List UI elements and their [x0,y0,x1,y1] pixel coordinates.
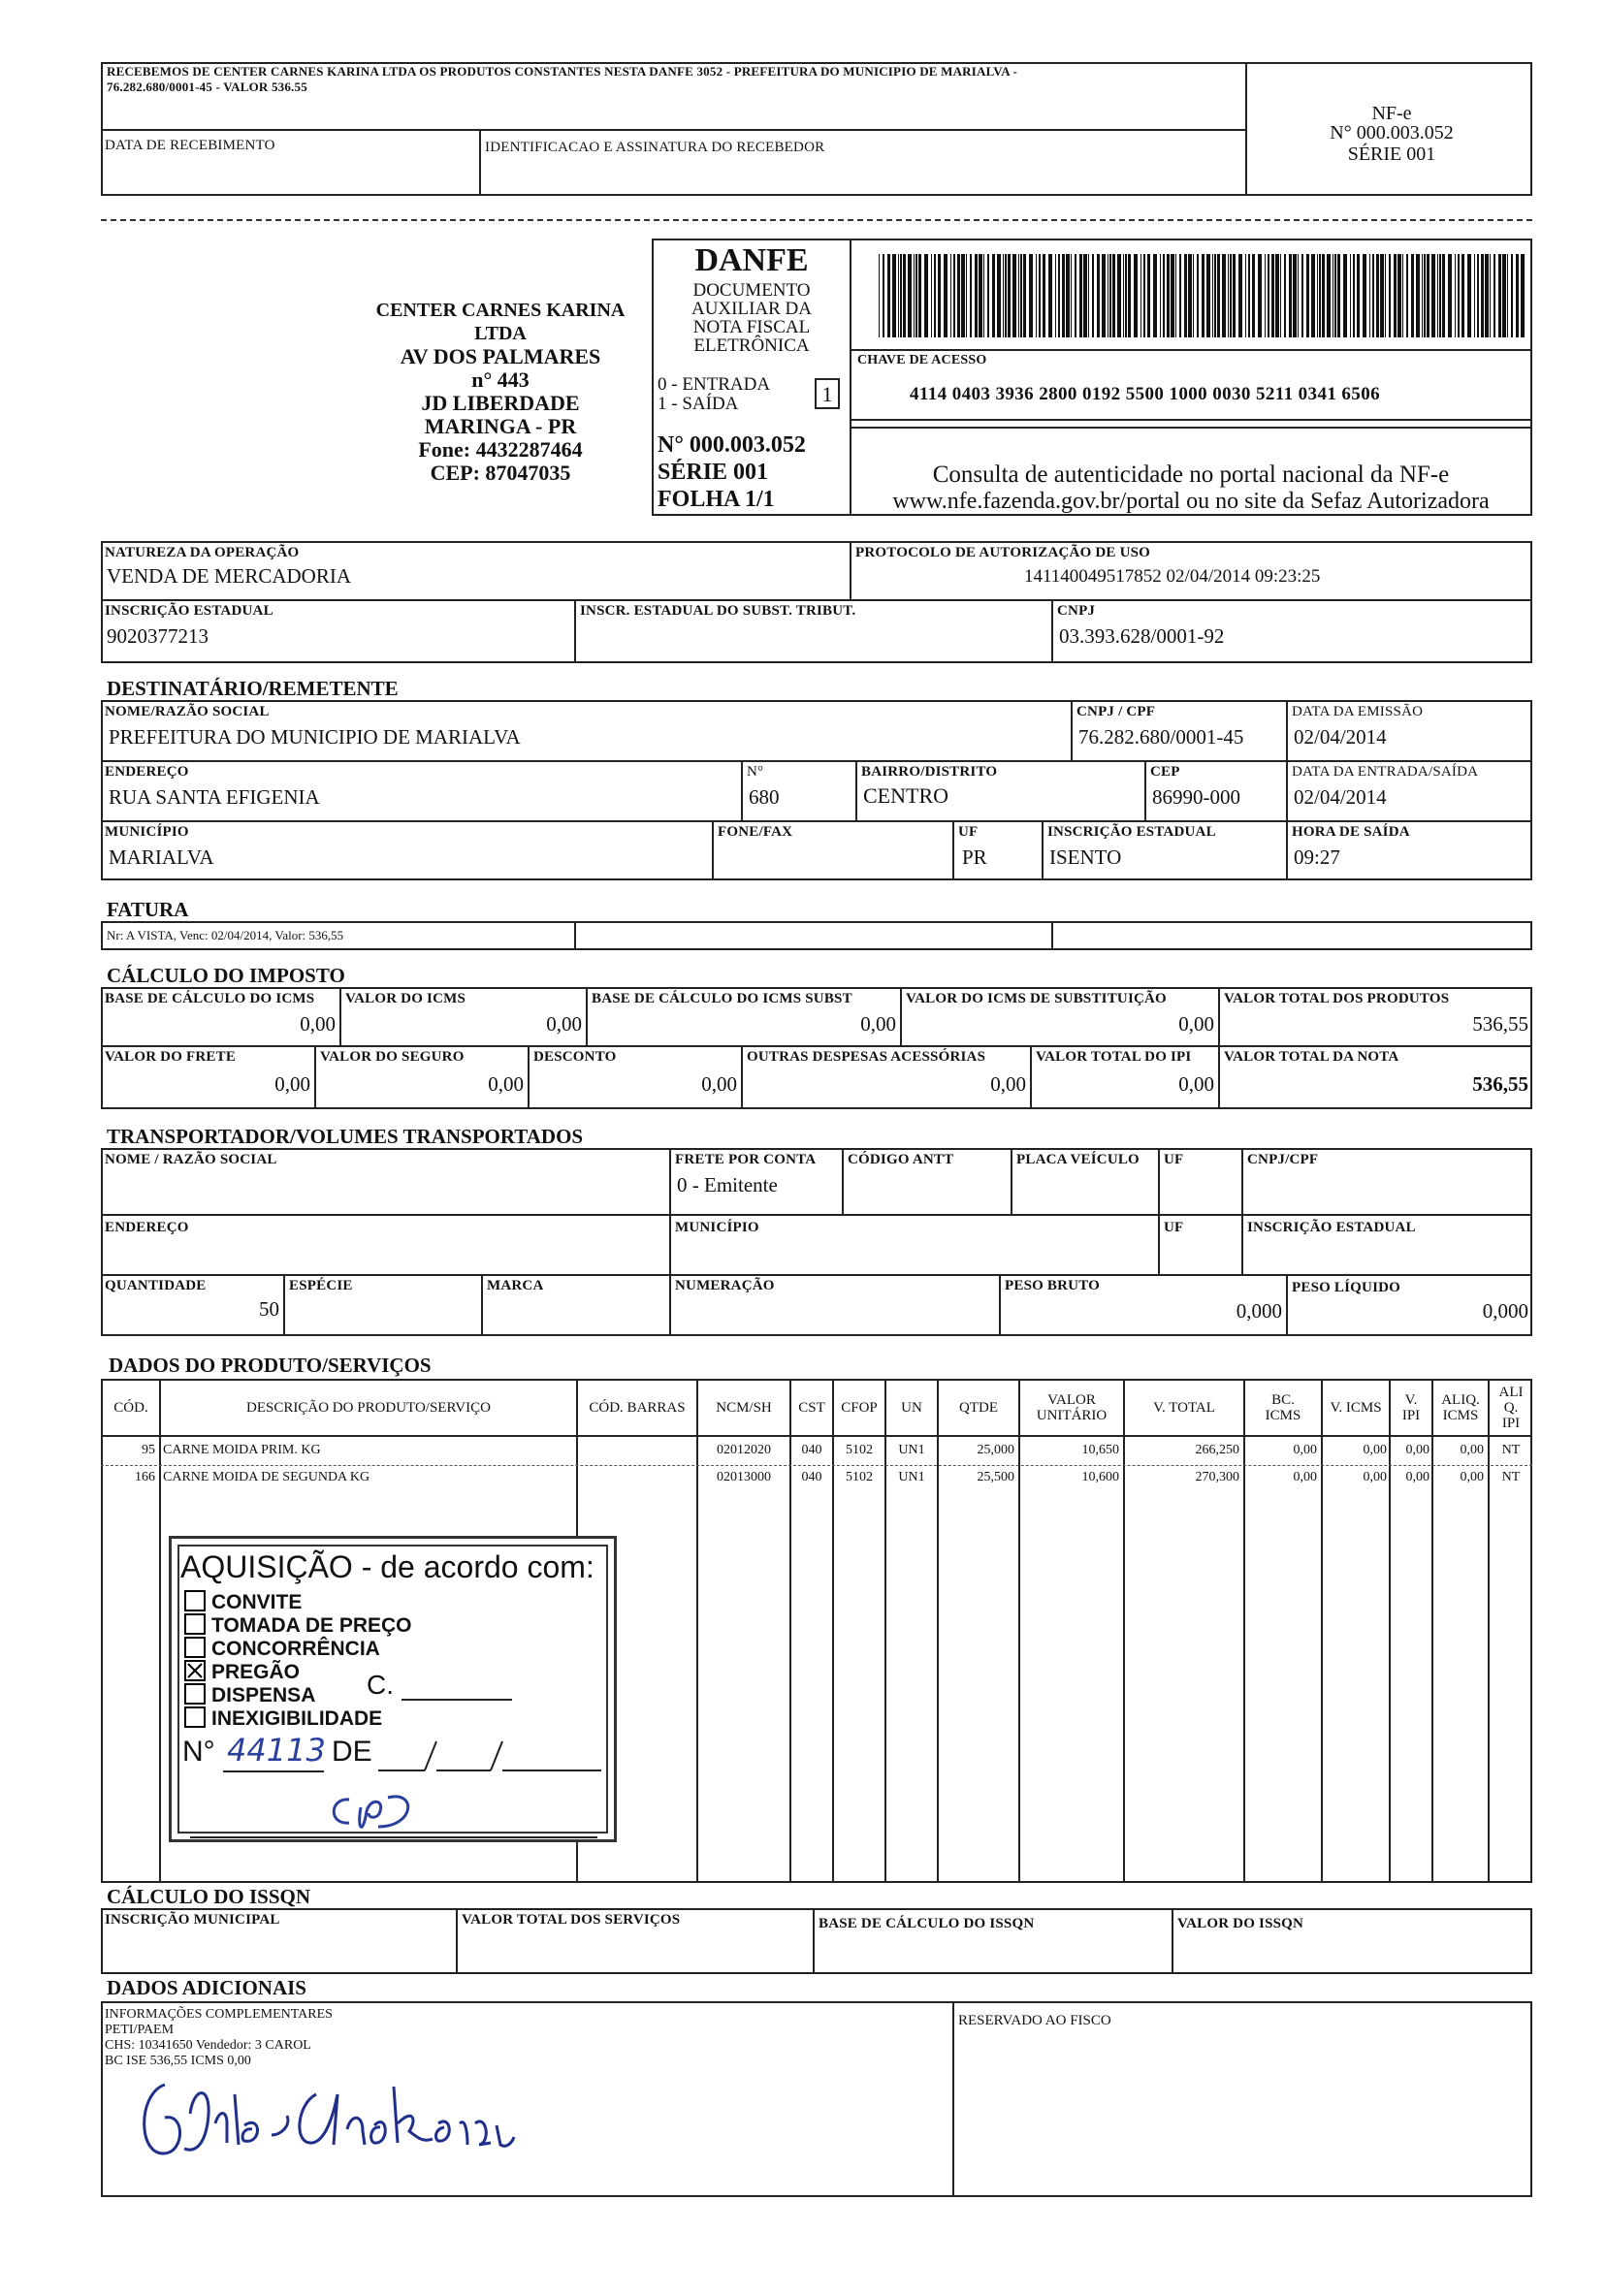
issqn-valor-label: VALOR DO ISSQN [1177,1916,1304,1931]
dest-ie-value: ISENTO [1049,845,1122,869]
natureza-box [101,541,1532,663]
ipi-label: VALOR TOTAL DO IPI [1036,1049,1192,1065]
danfe-title: DANFE [694,242,809,278]
checkbox-icon [184,1637,206,1658]
dest-nome-label: NOME/RAZÃO SOCIAL [105,704,270,719]
ie-label: INSCRIÇÃO ESTADUAL [105,603,273,619]
destinatario-title: DESTINATÁRIO/REMETENTE [107,677,399,700]
fatura-title: FATURA [107,898,189,921]
transp-nome-label: NOME / RAZÃO SOCIAL [105,1152,277,1167]
stamp-option-concorrencia: CONCORRÊNCIA [184,1637,380,1661]
issqn-title: CÁLCULO DO ISSQN [107,1885,311,1908]
transp-uf-label: UF [1164,1152,1184,1167]
emitente-bairro: JD LIBERDADE [421,391,580,415]
dest-cnpj-label: CNPJ / CPF [1076,704,1156,719]
ipi-value: 0,00 [1178,1072,1214,1096]
dest-fone-label: FONE/FAX [718,824,793,840]
stamp-c-label: C. [367,1670,394,1700]
emitente-cep: CEP: 87047035 [430,461,571,485]
chave-label: CHAVE DE ACESSO [857,353,987,367]
emitente-fone: Fone: 4432287464 [418,437,583,462]
seguro-value: 0,00 [488,1072,524,1096]
base-icms-value: 0,00 [300,1012,336,1036]
transp-peso-bruto-label: PESO BRUTO [1005,1278,1100,1293]
dest-municipio-label: MUNICÍPIO [105,824,189,840]
th-aliqipi: ALI Q. IPI [1498,1385,1524,1431]
th-un: UN [901,1400,922,1416]
dest-bairro-label: BAIRRO/DISTRITO [861,764,998,780]
barcode [879,254,1525,337]
dest-numero-label: N° [747,764,764,780]
dest-emissao-value: 02/04/2014 [1294,725,1387,749]
ie-value: 9020377213 [107,624,209,648]
dest-endereco-label: ENDEREÇO [105,764,189,780]
th-vicms: V. ICMS [1330,1400,1382,1416]
transp-qtd-label: QUANTIDADE [105,1278,207,1293]
transp-peso-bruto-value: 0,000 [1236,1299,1282,1323]
stamp-option-tomada: TOMADA DE PREÇO [184,1613,412,1638]
total-nota-label: VALOR TOTAL DA NOTA [1224,1049,1399,1065]
stamp-title: AQUISIÇÃO - de acordo com: [180,1549,594,1584]
cnpj-emit-value: 03.393.628/0001-92 [1059,624,1225,648]
total-prod-value: 536,55 [1472,1012,1528,1036]
valor-st-label: VALOR DO ICMS DE SUBSTITUIÇÃO [906,991,1167,1006]
emitente-endereco: AV DOS PALMARES [400,344,601,368]
base-icms-label: BASE DE CÁLCULO DO ICMS [105,991,315,1006]
handwritten-signature [126,2056,533,2182]
cnpj-emit-label: CNPJ [1057,603,1096,619]
stamp-de-label: DE [332,1736,372,1768]
th-qtde: QTDE [959,1400,998,1416]
transp-peso-liquido-label: PESO LÍQUIDO [1292,1280,1401,1295]
info-linha1: PETI/PAEM [105,2023,175,2037]
canhoto-nfe-serie: SÉRIE 001 [1347,144,1436,165]
desconto-label: DESCONTO [533,1049,617,1065]
transp-peso-liquido-value: 0,000 [1482,1299,1528,1323]
total-prod-label: VALOR TOTAL DOS PRODUTOS [1224,991,1450,1006]
canhoto-text-line2: 76.282.680/0001-45 - VALOR 536.55 [107,80,307,94]
ie-st-label: INSCR. ESTADUAL DO SUBST. TRIBUT. [580,603,856,619]
issqn-im-label: INSCRIÇÃO MUNICIPAL [105,1912,280,1928]
danfe-doc3: NOTA FISCAL [692,317,811,337]
checkbox-icon [184,1613,206,1635]
transp-placa-label: PLACA VEÍCULO [1016,1152,1140,1167]
danfe-doc-block [654,281,850,355]
th-vipi: V. IPI [1401,1392,1421,1423]
danfe-doc2: AUXILIAR DA [691,299,812,319]
adicionais-title: DADOS ADICIONAIS [107,1976,306,1999]
dest-cep-value: 86990-000 [1152,785,1240,809]
frete-value: 0,00 [274,1072,310,1096]
transp-qtd-value: 50 [259,1297,279,1321]
transp-numeracao-label: NUMERAÇÃO [675,1278,775,1293]
stamp-option-pregao: PREGÃO [184,1660,300,1684]
transp-marca-label: MARCA [487,1278,544,1293]
stamp-numero-handwritten: 44113 [227,1732,326,1769]
transp-antt-label: CÓDIGO ANTT [848,1152,954,1167]
th-vunit: VALOR UNITÁRIO [1036,1392,1108,1423]
transp-especie-label: ESPÉCIE [289,1278,353,1293]
emitente-nome2: LTDA [474,323,527,344]
stamp-option-inexigibilidade: INEXIGIBILIDADE [184,1706,382,1731]
consulta-line2: www.nfe.fazenda.gov.br/portal ou no site da Sefaz Autorizadora [892,489,1490,514]
canhoto-nfe-label: NF-e [1371,103,1412,124]
th-ncm: NCM/SH [716,1400,772,1416]
info-linha2: CHS: 10341650 Vendedor: 3 CAROL [105,2038,311,2053]
desconto-value: 0,00 [701,1072,737,1096]
danfe-numero: N° 000.003.052 [658,432,806,458]
checked-box-icon [184,1660,206,1681]
issqn-base-label: BASE DE CÁLCULO DO ISSQN [819,1916,1035,1931]
base-st-label: BASE DE CÁLCULO DO ICMS SUBST [592,991,852,1006]
transp-ie-label: INSCRIÇÃO ESTADUAL [1247,1220,1416,1235]
issqn-total-label: VALOR TOTAL DOS SERVIÇOS [462,1912,681,1928]
valor-icms-label: VALOR DO ICMS [345,991,466,1006]
imposto-title: CÁLCULO DO IMPOSTO [107,964,345,987]
outras-label: OUTRAS DESPESAS ACESSÓRIAS [747,1049,986,1065]
th-cst: CST [798,1400,825,1416]
fatura-text: Nr: A VISTA, Venc: 02/04/2014, Valor: 536,55 [107,928,344,942]
dest-cep-label: CEP [1150,764,1180,780]
dest-uf-value: PR [962,845,987,869]
dest-hora-label: HORA DE SAÍDA [1292,824,1410,840]
produtos-title: DADOS DO PRODUTO/SERVIÇOS [109,1354,432,1377]
danfe-serie: SÉRIE 001 [658,460,769,485]
stamp-date-lines [376,1736,609,1774]
dest-nome-value: PREFEITURA DO MUNICIPIO DE MARIALVA [109,725,521,749]
consulta-line1: Consulta de autenticidade no portal nacional da NF-e [932,462,1450,488]
danfe-folha: FOLHA 1/1 [658,487,775,512]
stamp-option-convite: CONVITE [184,1590,302,1614]
dest-cnpj-value: 76.282.680/0001-45 [1078,725,1244,749]
transp-uf2-label: UF [1164,1220,1184,1235]
th-vtotal: V. TOTAL [1153,1400,1215,1416]
transp-frete-label: FRETE POR CONTA [675,1152,817,1167]
seguro-label: VALOR DO SEGURO [320,1049,465,1065]
total-nota-value: 536,55 [1472,1072,1528,1096]
emitente-cidade: MARINGA - PR [424,414,577,438]
th-barras: CÓD. BARRAS [589,1400,686,1416]
dest-entrada-label: DATA DA ENTRADA/SAÍDA [1292,764,1479,780]
dest-entrada-value: 02/04/2014 [1294,785,1387,809]
stamp-option-dispensa: DISPENSA [184,1683,315,1707]
stamp-rubrica [310,1778,427,1836]
fisco-label: RESERVADO AO FISCO [958,2013,1111,2028]
canhoto-text-line1: RECEBEMOS DE CENTER CARNES KARINA LTDA OS PRODUTOS CONSTANTES NESTA DANFE 3052 - PREFEITURA DO MUNICIPIO DE MARIALVA - [107,64,1018,79]
checkbox-icon [184,1706,206,1728]
info-label: INFORMAÇÕES COMPLEMENTARES [105,2007,333,2022]
dest-uf-label: UF [958,824,979,840]
danfe-saida: 1 - SAÍDA [658,394,739,414]
dest-municipio-value: MARIALVA [109,845,214,869]
th-bc: BC. ICMS [1265,1392,1301,1423]
issqn-box [101,1908,1532,1974]
checkbox-icon [184,1590,206,1611]
danfe-entrada: 0 - ENTRADA [658,374,771,395]
base-st-value: 0,00 [860,1012,896,1036]
checkbox-icon [184,1683,206,1705]
transp-cnpj-label: CNPJ/CPF [1247,1152,1319,1167]
canhoto-nfe-numero: N° 000.003.052 [1330,122,1454,144]
th-cod: CÓD. [113,1400,148,1416]
danfe-doc1: DOCUMENTO [692,280,811,301]
info-linha3: BC ISE 536,55 ICMS 0,00 [105,2054,251,2068]
danfe-tipo-box: 1 [815,378,840,409]
dest-ie-label: INSCRIÇÃO ESTADUAL [1047,824,1216,840]
transp-endereco-label: ENDEREÇO [105,1220,189,1235]
natureza-label: NATUREZA DA OPERAÇÃO [105,545,300,560]
dest-hora-value: 09:27 [1294,845,1340,869]
protocolo-value: 141140049517852 02/04/2014 09:23:25 [1024,566,1321,587]
emitente-block [349,299,652,485]
th-cfop: CFOP [841,1400,878,1416]
emitente-nome1: CENTER CARNES KARINA [375,300,626,321]
protocolo-label: PROTOCOLO DE AUTORIZAÇÃO DE USO [855,545,1151,560]
natureza-value: VENDA DE MERCADORIA [107,564,351,588]
outras-value: 0,00 [990,1072,1026,1096]
th-aliq: ALIQ. ICMS [1441,1392,1480,1423]
dest-bairro-value: CENTRO [863,783,948,808]
emitente-numero: n° 443 [471,367,530,392]
transporte-title: TRANSPORTADOR/VOLUMES TRANSPORTADOS [107,1125,584,1148]
dest-endereco-value: RUA SANTA EFIGENIA [109,785,320,809]
cut-line [101,219,1532,221]
stamp-numero-prefix: N° [182,1736,215,1768]
th-desc: DESCRIÇÃO DO PRODUTO/SERVIÇO [246,1400,491,1416]
danfe-doc4: ELETRÔNICA [693,335,810,356]
dest-numero-value: 680 [749,785,780,809]
chave-valor: 4114 0403 3936 2800 0192 5500 1000 0030 5211 0341 6506 [910,384,1381,404]
identificacao-label: IDENTIFICACAO E ASSINATURA DO RECEBEDOR [485,140,825,155]
valor-st-value: 0,00 [1178,1012,1214,1036]
data-recebimento-label: DATA DE RECEBIMENTO [105,138,275,153]
frete-label: VALOR DO FRETE [105,1049,237,1065]
valor-icms-value: 0,00 [546,1012,582,1036]
transp-municipio-label: MUNICÍPIO [675,1220,759,1235]
dest-emissao-label: DATA DA EMISSÃO [1292,704,1424,719]
transp-frete-value: 0 - Emitente [677,1173,778,1196]
